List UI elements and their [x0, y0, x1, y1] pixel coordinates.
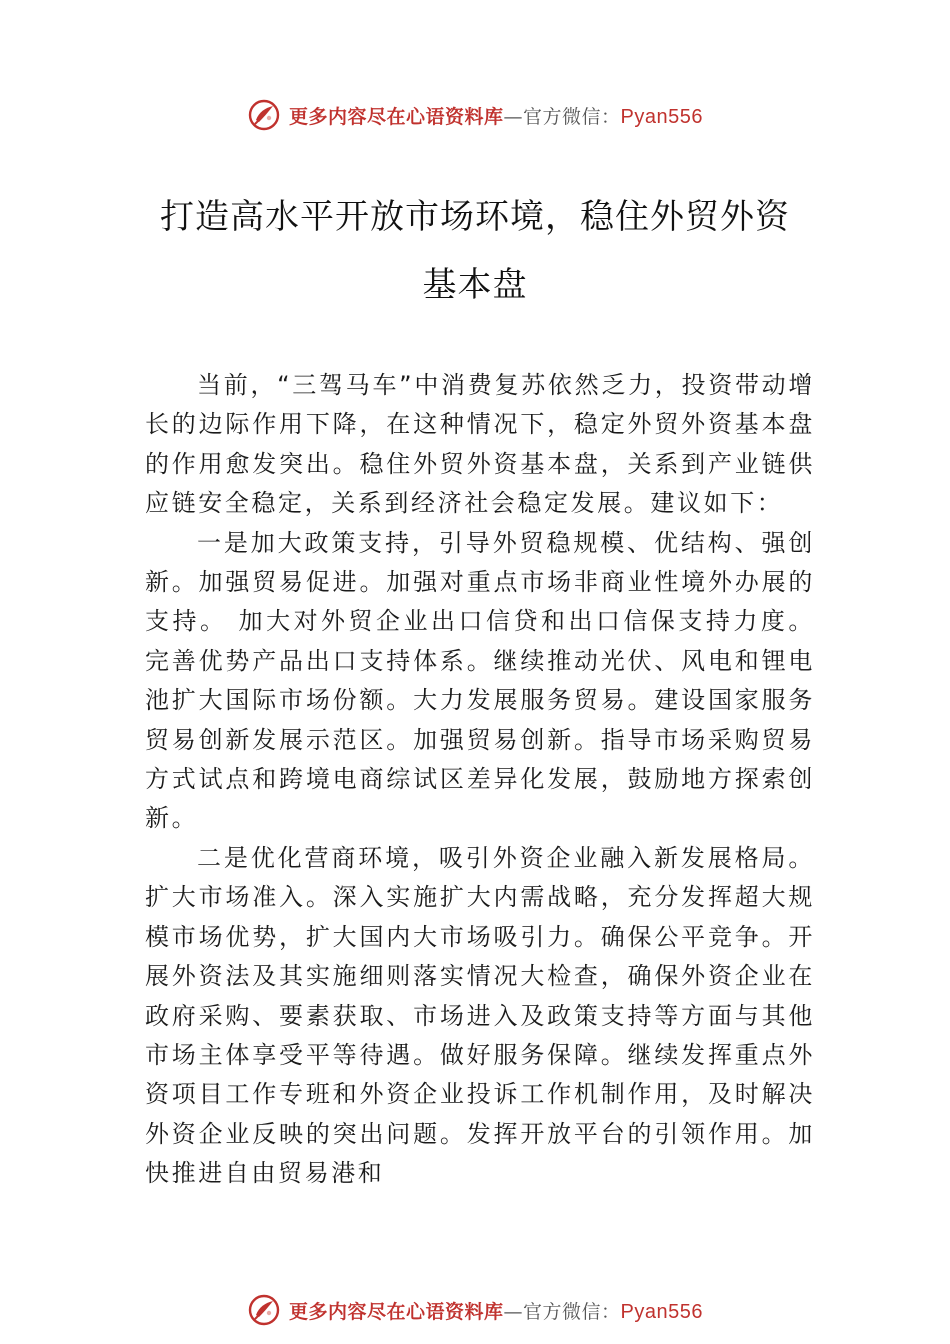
- title-line-2: 基本盘: [422, 265, 528, 305]
- title-line-1: 打造高水平开放市场环境，稳住外贸外资: [160, 197, 790, 237]
- paragraph-point-1: 一是加大政策支持，引导外贸稳规模、优结构、强创新。加强贸易促进。加强对重点市场非商业性境外办展的支持。 加大对外贸企业出口信贷和出口信保支持力度。完善优势产品出口支持体系。继续推动光伏、风电和锂电池扩大国际市场份额。大力发展服务贸易。建设国家服务贸易创新发展示范区。加强贸易创新。指导市场采购贸易方式试点和跨境电商综试区差异化发展，鼓励地方探索创新。: [145, 528, 815, 833]
- footer-wechat-id: Pyan556: [620, 1300, 703, 1323]
- footer-banner: [0, 1290, 950, 1330]
- document-body: [145, 366, 815, 1194]
- footer-banner-text: [289, 1297, 703, 1324]
- brand-logo-icon: [247, 1293, 281, 1327]
- header-banner-text: [289, 102, 703, 129]
- header-separator-text: —官方微信：: [503, 105, 621, 128]
- document-title: [100, 183, 850, 319]
- paragraph-intro: 当前，“三驾马车”中消费复苏依然乏力，投资带动增长的边际作用下降，在这种情况下，稳定外贸外资基本盘的作用愈发突出。稳住外贸外资基本盘，关系到产业链供应链安全稳定，关系到经济社会稳定发展。建议如下：: [145, 371, 815, 518]
- brand-logo-icon: [247, 98, 281, 132]
- header-wechat-id: Pyan556: [620, 105, 703, 128]
- footer-separator-text: —官方微信：: [503, 1300, 621, 1323]
- paragraph-point-2: 二是优化营商环境，吸引外资企业融入新发展格局。扩大市场准入。深入实施扩大内需战略，充分发挥超大规模市场优势，扩大国内大市场吸引力。确保公平竞争。开展外资法及其实施细则落实情况大检查，确保外资企业在政府采购、要素获取、市场进入及政策支持等方面与其他市场主体享受平等待遇。做好服务保障。继续发挥重点外资项目工作专班和外资企业投诉工作机制作用，及时解决外资企业反映的突出问题。发挥开放平台的引领作用。加快推进自由贸易港和: [145, 843, 815, 1188]
- header-brand-text: 更多内容尽在心语资料库: [289, 105, 504, 128]
- header-banner: [0, 95, 950, 135]
- footer-brand-text: 更多内容尽在心语资料库: [289, 1300, 504, 1323]
